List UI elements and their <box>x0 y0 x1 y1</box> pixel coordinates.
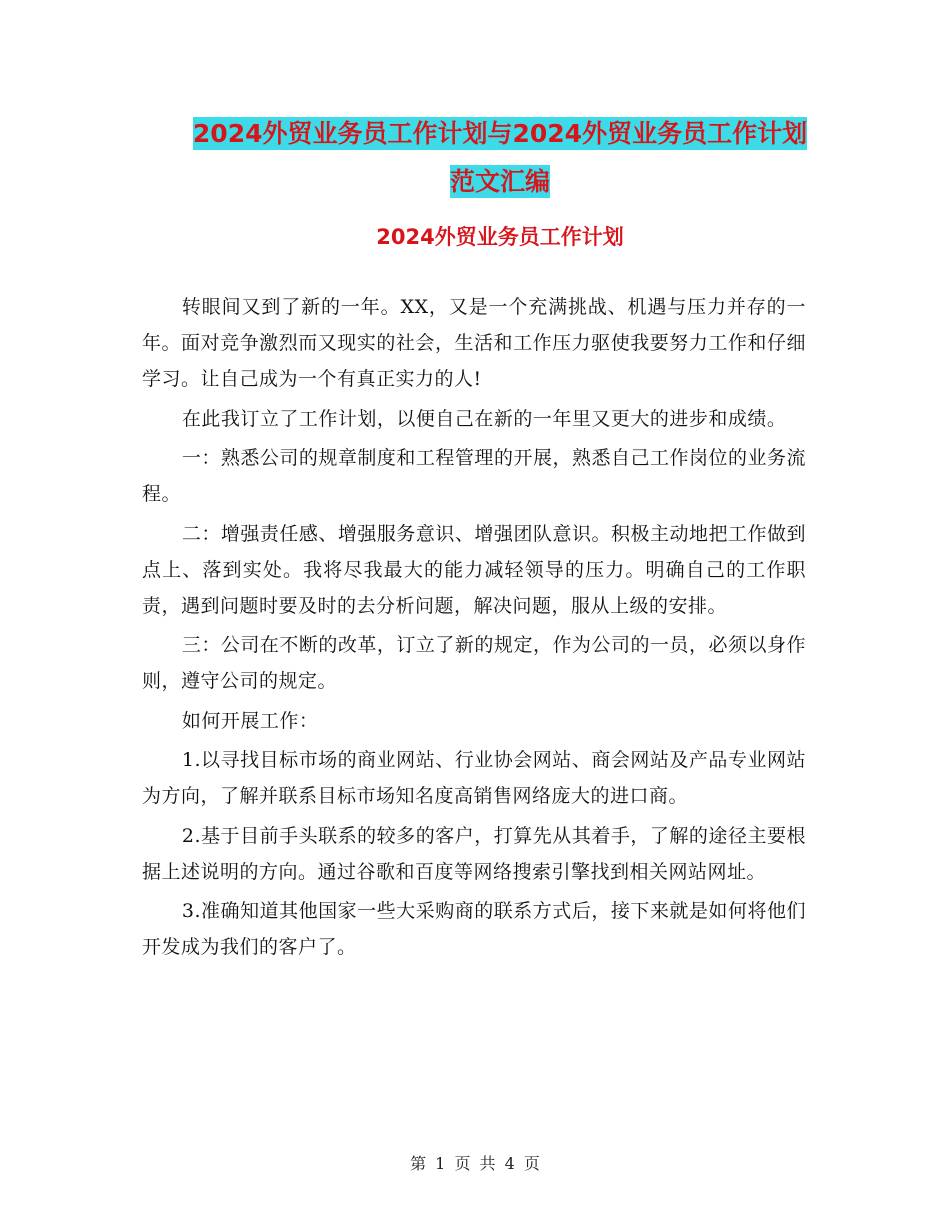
paragraph: 3.准确知道其他国家一些大采购商的联系方式后，接下来就是如何将他们开发成为我们的客户了。 <box>142 900 806 958</box>
section-title: 2024外贸业务员工作计划 <box>376 225 624 249</box>
paragraph: 转眼间又到了新的一年。XX，又是一个充满挑战、机遇与压力并存的一年。面对竞争激烈而又现实的社会，生活和工作压力驱使我要努力工作和仔细学习。让自己成为一个有真正实力的人! <box>142 296 806 390</box>
paragraph: 三：公司在不断的改革，订立了新的规定，作为公司的一员，必须以身作则，遵守公司的规定。 <box>142 634 806 692</box>
paragraph: 二：增强责任感、增强服务意识、增强团队意识。积极主动地把工作做到点上、落到实处。我将尽我最大的能力减轻领导的压力。明确自己的工作职责，遇到问题时要及时的去分析问题，解决问题，服从上级的安排。 <box>142 522 806 617</box>
document-title <box>140 110 860 206</box>
paragraph: 1.以寻找目标市场的商业网站、行业协会网站、商会网站及产品专业网站为方向，了解并联系目标市场知名度高销售网络庞大的进口商。 <box>142 749 806 807</box>
paragraph: 在此我订立了工作计划，以便自己在新的一年里又更大的进步和成绩。 <box>181 407 787 430</box>
paragraph: 一：熟悉公司的规章制度和工程管理的开展，熟悉自己工作岗位的业务流程。 <box>142 447 806 505</box>
title-line-2: 范文汇编 <box>449 167 550 196</box>
paragraph: 如何开展工作： <box>181 709 319 732</box>
paragraph: 2.基于目前手头联系的较多的客户，打算先从其着手，了解的途径主要根据上述说明的方向。通过谷歌和百度等网络搜索引擎找到相关网站网址。 <box>142 824 806 883</box>
page-footer: 第 1 页 共 4 页 <box>410 1154 540 1173</box>
document-body <box>142 289 806 969</box>
title-line-1: 2024外贸业务员工作计划与2024外贸业务员工作计划 <box>192 119 808 148</box>
